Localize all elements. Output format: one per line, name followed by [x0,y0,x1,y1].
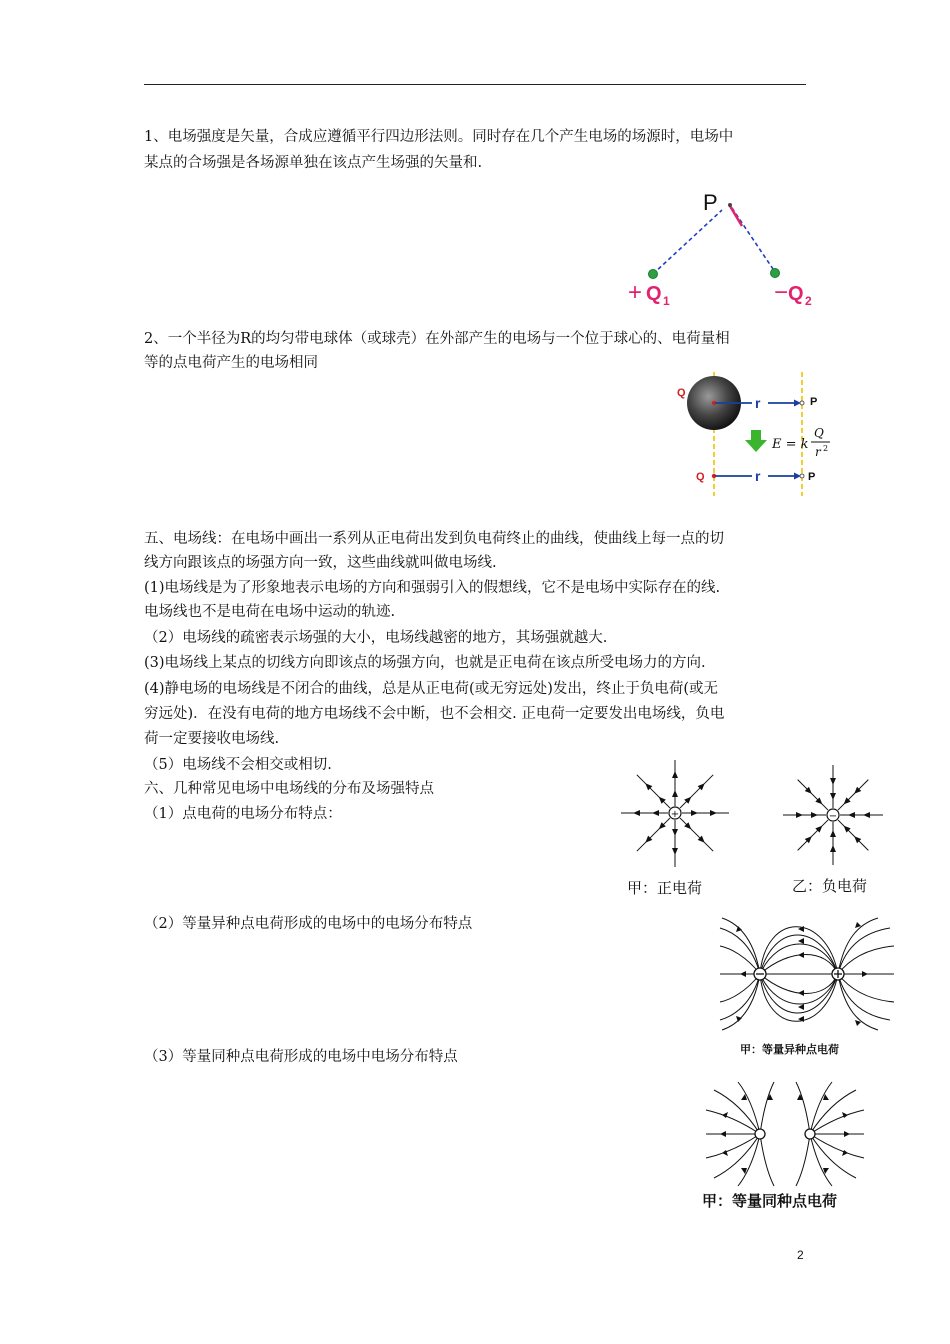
field-arrowhead [830,830,836,837]
p-label-top: P [810,396,818,408]
header-rule [144,84,806,85]
section5-line-7: (4)静电场的电场线是不闭合的曲线，总是从正电荷(或无穷远处)发出，终止于负电荷(或无 [144,681,719,697]
field-arrowhead [863,812,870,818]
field-arrowhead [672,829,678,836]
like-charge-right [805,1129,815,1139]
section6-item-2: （2）等量异种点电荷形成的电场中的电场分布特点 [144,916,473,932]
q2-subscript: 2 [805,294,812,308]
down-arrow-icon [745,430,767,452]
r-label-top: r [755,395,761,411]
field-arrowhead [672,771,678,778]
section6-heading: 六、几种常见电场中电场线的分布及场强特点 [144,781,434,797]
field-arrowhead [830,845,836,852]
q-label-top: Q [677,387,686,399]
charge-q2-dot [771,269,780,278]
section6-item-3: （3）等量同种点电荷形成的电场中电场分布特点 [144,1049,458,1065]
field-arrowhead [848,812,855,818]
positive-charge-sign: + [670,809,680,820]
section2-line-2: 等的点电荷产生的电场相同 [144,355,318,371]
field-arrowhead [830,778,836,785]
opposite-charges-field-figure [718,916,896,1060]
field-line [838,820,868,850]
field-arrowhead [672,790,678,797]
q2-label: Q [788,283,804,305]
like-charge-left [755,1129,765,1139]
q1-sign: + [628,279,643,306]
negative-charge-sign: − [828,811,838,822]
section5-line-6: (3)电场线上某点的切线方向即该点的场强方向，也就是正电荷在该点所受电场力的方向. [144,655,706,671]
field-line [680,775,713,808]
section5-line-4: 电场线也不是电荷在电场中运动的轨迹. [144,604,396,620]
field-arrowhead [830,793,836,800]
point-charge-fields-figure [612,760,897,900]
field-arrowhead [652,810,659,816]
p-label-bottom: P [808,471,816,483]
caption-positive: 甲：正电荷 [627,879,703,897]
caption-like: 甲：等量同种点电荷 [702,1192,838,1210]
section5-line-3: (1)电场线是为了形象地表示电场的方向和强弱引入的假想线，它不是电场中实际存在的线. [144,580,721,596]
point-p-label: P [703,190,718,215]
like-charges-field-figure [700,1080,870,1212]
field-arrowhead [672,848,678,855]
field-arrowhead [691,810,698,816]
field-line [637,775,670,808]
q1-label: Q [646,283,662,305]
section5-line-5: （2）电场线的疏密表示场强的大小，电场线越密的地方，其场强就越大. [144,630,608,646]
field-arrowhead [811,812,818,818]
section5-line-9: 荷一定要接收电场线. [144,731,280,747]
field-arrowhead [796,812,803,818]
formula-numerator: Q [814,426,824,440]
dashed-line-q1 [653,210,722,274]
r-label-bottom: r [755,468,761,484]
formula-lhs: E = k [772,437,809,452]
p-dot-top [800,401,804,405]
field-arrowhead [633,810,640,816]
p-dot-bottom [800,474,804,478]
field-arrowhead [710,810,717,816]
point-p-dot [728,203,732,207]
sphere-equivalence-figure [672,372,836,496]
q2-sign: − [774,279,789,306]
section2-line-1: 2、一个半径为R的均匀带电球体（或球壳）在外部产生的电场与一个位于球心的、电荷量相 [144,331,730,347]
page-number: 2 [797,1248,804,1262]
superposition-figure [620,186,830,310]
formula-exponent: 2 [823,444,829,453]
field-line [680,818,713,851]
caption-opposite: 甲：等量异种点电荷 [740,1043,839,1056]
q1-subscript: 1 [663,294,670,308]
section1-line-1: 1、电场强度是矢量，合成应遵循平行四边形法则。同时存在几个产生电场的场源时，电场中 [144,129,734,145]
section5-line-1: 五、电场线：在电场中画出一系列从正电荷出发到负电荷终止的曲线，使曲线上每一点的切 [144,531,724,547]
field-lines-like [706,1082,864,1186]
section5-line-8: 穷远处)．在没有电荷的地方电场线不会中断，也不会相交. 正电荷一定要发出电场线，负电 [144,706,725,722]
field-line [798,820,828,850]
field-vector-segment [730,206,742,226]
charge-q1-dot [649,270,658,279]
field-line [798,780,828,810]
section5-line-10: （5）电场线不会相交或相切. [144,757,332,773]
section5-line-2: 线方向跟该点的场强方向一致，这些曲线就叫做电场线. [144,555,497,571]
field-line [838,780,868,810]
section1-line-2: 某点的合场强是各场源单独在该点产生场强的矢量和. [144,155,483,171]
formula-denominator: r [815,445,821,459]
field-line [637,818,670,851]
q-label-bottom: Q [696,471,705,483]
section6-item-1: （1）点电荷的电场分布特点： [144,806,342,822]
caption-negative: 乙：负电荷 [792,877,868,895]
